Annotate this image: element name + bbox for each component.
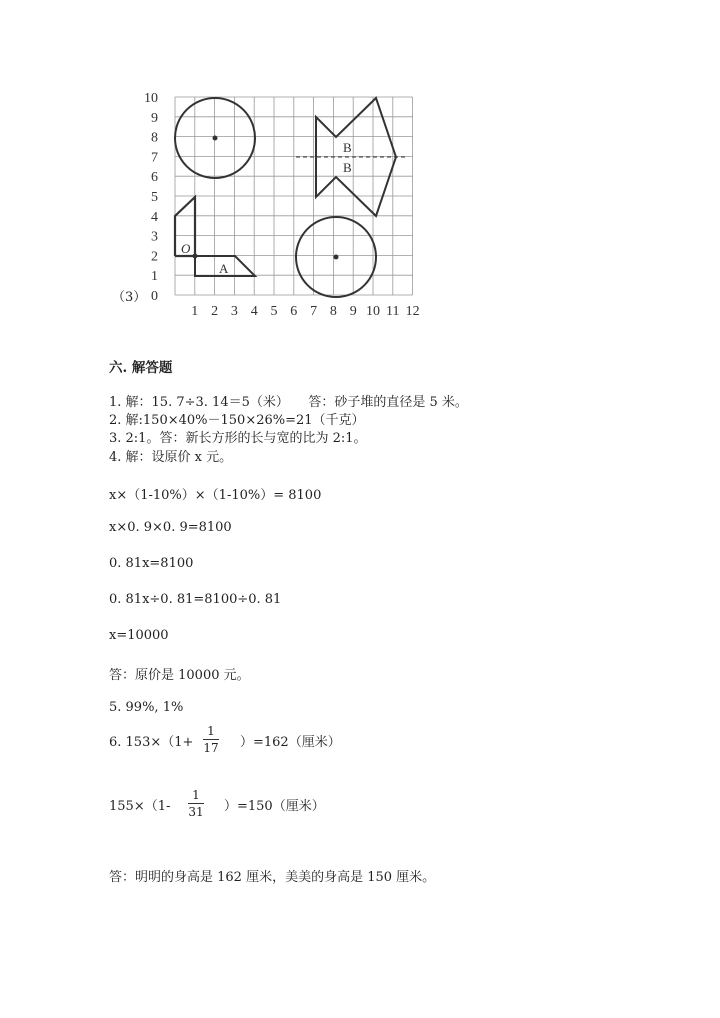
x-tick-label: 2 [211,304,219,318]
x-tick-label: 3 [230,304,238,318]
answer-line: 5. 99%, 1% [109,700,184,715]
y-tick-label: 8 [151,130,158,146]
shape-b-label-top: B [343,140,352,155]
x-axis-labels [191,304,419,318]
fraction-bar [188,803,204,804]
y-tick-label: 6 [151,170,158,186]
eq7-fraction [188,788,204,819]
y-tick-label: 4 [151,209,158,225]
answer-line: 3. 2:1。答：新长方形的长与宽的比为 2:1。 [109,431,367,446]
eq6-fraction [203,724,219,755]
circle-upper-center [213,136,218,141]
grid-lines [175,97,413,295]
point-o-label: O [181,241,191,256]
y-tick-label: 10 [144,91,158,106]
final-answer: 答：明明的身高是 162 厘米，美美的身高是 150 厘米。 [109,870,436,885]
point-o [193,254,198,259]
part-label: （3） [112,290,147,305]
y-tick-label: 7 [151,150,158,166]
shape-a-label: A [219,261,229,276]
x-tick-label: 7 [310,304,318,318]
y-tick-label: 5 [151,190,158,205]
x-tick-label: 12 [405,304,420,318]
section-title: 六. 解答题 [109,360,173,376]
answer-line: 0. 81x÷0. 81=8100÷0. 81 [109,592,282,607]
shape-b-label-bottom: B [343,160,352,175]
x-tick-label: 1 [191,304,199,318]
answer-line: 1. 解：15. 7÷3. 14＝5（米） 答：砂子堆的直径是 5 米。 [109,395,468,410]
x-tick-label: 6 [290,304,298,318]
x-tick-label: 4 [250,304,258,318]
grid-figure [110,88,440,318]
y-axis-labels [144,91,158,304]
y-tick-label: 2 [151,249,158,265]
eq6-denominator: 17 [203,741,219,755]
x-tick-label: 9 [349,304,357,318]
eq6-suffix: ）=162（厘米） [240,735,341,750]
eq6-prefix: 6. 153×（1+ [109,735,194,750]
answer-line: 0. 81x=8100 [109,556,194,571]
answer-line: 2. 解:150×40%－150×26%=21（千克） [109,413,365,428]
y-tick-label: 0 [151,289,158,304]
circle-lower-center [334,255,339,260]
y-tick-label: 3 [151,229,158,245]
eq7-numerator: 1 [192,788,200,802]
x-tick-label: 10 [366,304,380,318]
x-tick-label: 11 [386,304,400,318]
eq7-prefix: 155×（1- [109,799,171,814]
y-tick-label: 1 [151,269,158,285]
answer-line: x×（1-10%）×（1-10%）= 8100 [109,488,322,503]
eq7-suffix: ）=150（厘米） [224,799,325,814]
eq7-denominator: 31 [188,805,204,819]
y-tick-label: 9 [151,110,158,126]
eq6-numerator: 1 [207,724,215,738]
answer-line: x=10000 [109,628,169,643]
fraction-bar [203,739,219,740]
x-tick-label: 5 [270,304,278,318]
answer-line: 答：原价是 10000 元。 [109,668,250,683]
answer-line: 4. 解：设原价 x 元。 [109,450,233,465]
x-tick-label: 8 [329,304,337,318]
answer-line: x×0. 9×0. 9=8100 [109,520,232,535]
